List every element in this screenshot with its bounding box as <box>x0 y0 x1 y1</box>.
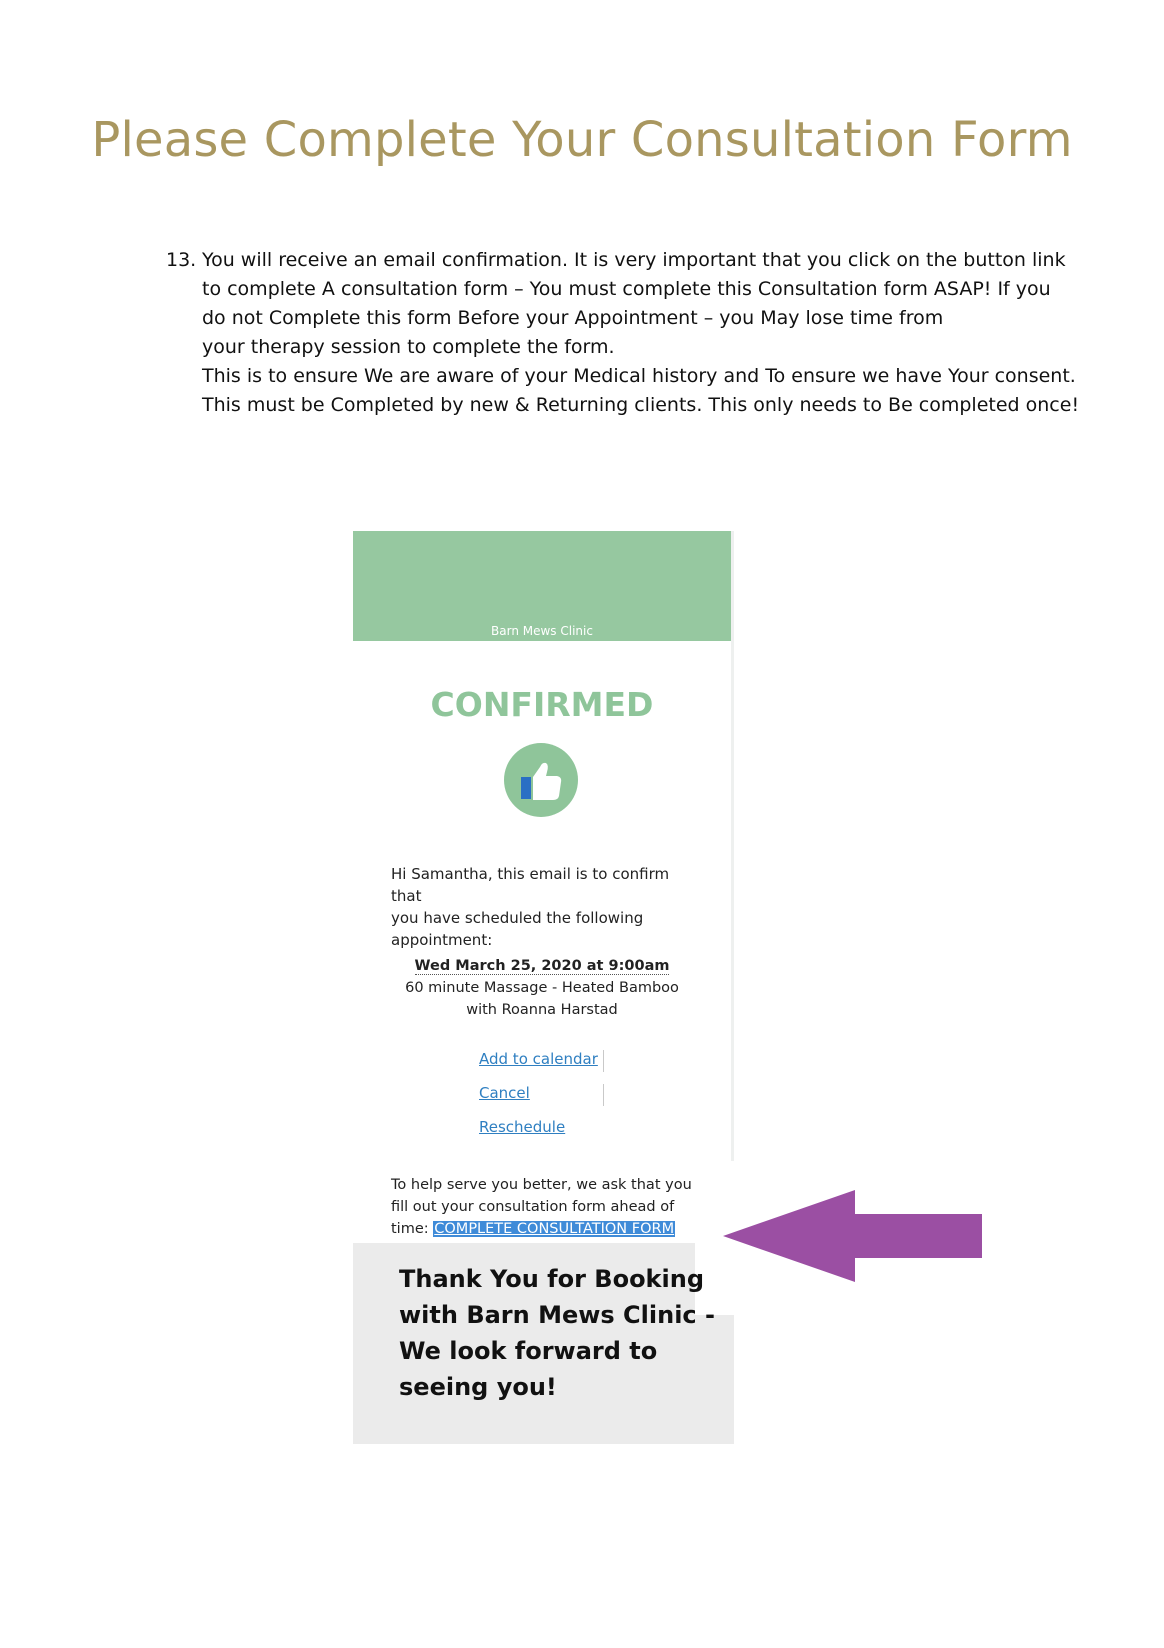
appointment-therapist: with Roanna Harstad <box>466 1002 618 1018</box>
step-line: your therapy session to complete the form. <box>202 336 615 358</box>
step-line: to complete A consultation form – You must complete this Consultation form ASAP! If you <box>202 278 1051 300</box>
help-prefix: time: <box>391 1221 434 1237</box>
help-line: fill out your consultation form ahead of <box>391 1199 675 1215</box>
step-line: This is to ensure We are aware of your Medical history and To ensure we have Your consent. <box>202 365 1076 387</box>
reschedule-link[interactable]: Reschedule <box>479 1118 566 1136</box>
complete-consultation-form-link[interactable]: COMPLETE CONSULTATION FORM <box>434 1221 675 1237</box>
thumbs-up-icon <box>504 743 578 817</box>
thank-you-line: We look forward to <box>399 1337 658 1365</box>
add-to-calendar-link[interactable]: Add to calendar <box>479 1050 598 1068</box>
greeting-line: appointment: <box>391 931 493 949</box>
thank-you-message <box>399 1261 719 1405</box>
clinic-name: Barn Mews Clinic <box>491 624 593 638</box>
step-line: You will receive an email confirmation. It is very important that you click on the button link <box>202 249 1066 271</box>
link-divider <box>603 1084 604 1106</box>
thank-you-line: with Barn Mews Clinic - <box>399 1301 715 1329</box>
appointment-service: 60 minute Massage - Heated Bamboo <box>405 980 679 996</box>
link-divider <box>603 1050 604 1072</box>
greeting-line: Hi Samantha, this email is to confirm that <box>391 865 670 905</box>
help-line: To help serve you better, we ask that you <box>391 1177 692 1193</box>
step-line: do not Complete this form Before your Appointment – you May lose time from <box>202 307 944 329</box>
confirmed-heading: CONFIRMED <box>430 685 654 724</box>
thank-you-line: Thank You for Booking <box>399 1265 705 1293</box>
step-text <box>202 246 1080 420</box>
greeting-text <box>391 863 691 951</box>
page-title: Please Complete Your Consultation Form <box>91 112 1073 168</box>
appointment-details <box>353 955 731 1021</box>
email-header <box>353 531 731 641</box>
email-screenshot <box>353 531 733 1444</box>
email-card <box>353 531 734 1161</box>
cancel-link[interactable]: Cancel <box>479 1084 530 1102</box>
step-number: 13. <box>166 249 197 271</box>
greeting-line: you have scheduled the following <box>391 909 644 927</box>
step-line: This must be Completed by new & Returning clients. This only needs to Be completed once! <box>202 394 1080 416</box>
consultation-request <box>391 1174 701 1240</box>
thank-you-line: seeing you! <box>399 1373 557 1401</box>
left-arrow-icon <box>723 1188 983 1289</box>
appointment-datetime[interactable]: Wed March 25, 2020 at 9:00am <box>414 958 670 974</box>
